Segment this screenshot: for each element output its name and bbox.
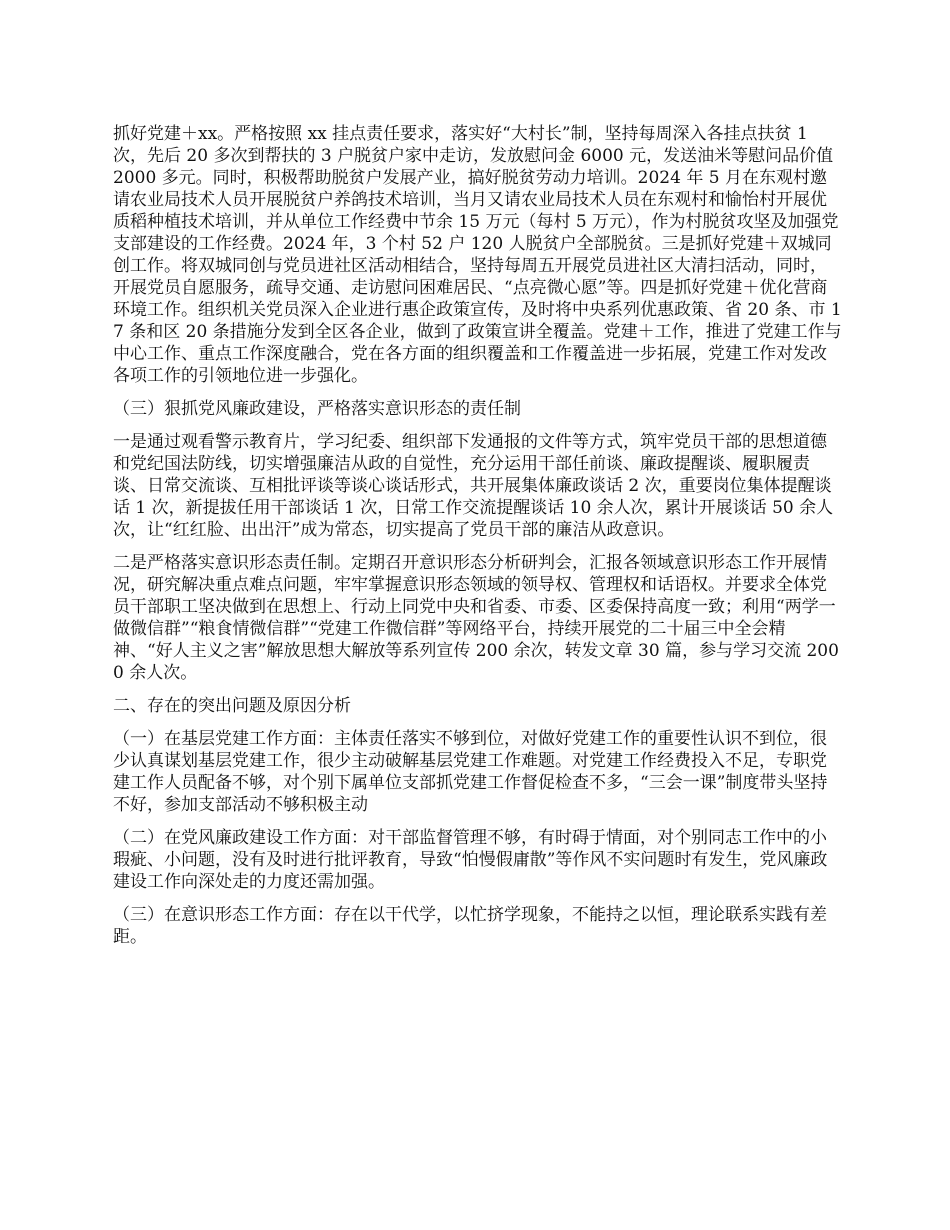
document-body [113,123,843,959]
paragraph-problem-grassroots: （一）在基层党建工作方面：主体责任落实不够到位，对做好党建工作的重要性认识不到位，很少认真谋划基层党建工作，很少主动破解基层党建工作难题。对党建工作经费投入不足，专职党建工作人员配备不够，对个别下属单位支部抓党建工作督促检查不多，“三会一课”制度带头坚持不好，参加支部活动不够积极主动 [113,729,828,815]
section-heading-integrity: （三）狠抓党风廉政建设，严格落实意识形态的责任制 [113,399,521,419]
paragraph-ideology-responsibility: 二是严格落实意识形态责任制。定期召开意识形态分析研判会，汇报各领域意识形态工作开展情况，研究解决重点难点问题，牢牢掌握意识形态领域的领导权、管理权和话语权。并要求全体党员干部职工坚决做到在思想上、行动上同党中央和省委、市委、区委保持高度一致；利用“两学一做微信群”“粮食情微信群”“党建工作微信群”等网络平台，持续开展党的二十届三中全会精神、“好人主义之害”解放思想大解放等系列宣传 200 余次，转发文章 30 篇，参与学习交流 2000 余人次。 [113,553,839,683]
paragraph-problem-ideology: （三）在意识形态工作方面：存在以干代学，以忙挤学现象，不能持之以恒，理论联系实践有差距。 [113,905,827,947]
paragraph-problem-integrity: （二）在党风廉政建设工作方面：对干部监督管理不够，有时碍于情面，对个别同志工作中的小瑕疵、小问题，没有及时进行批评教育，导致“怕慢假庸散”等作风不实问题时有发生，党风廉政建设工作向深处走的力度还需加强。 [113,828,828,892]
paragraph-integrity-talks: 一是通过观看警示教育片，学习纪委、组织部下发通报的文件等方式，筑牢党员干部的思想道德和党纪国法防线，切实增强廉洁从政的自觉性，充分运用干部任前谈、廉政提醒谈、履职履责谈、日常交流谈、互相批评谈等谈心谈话形式，共开展集体廉政谈话 2 次，重要岗位集体提醒谈话 1 次，新提拔任用干部谈话 1 次，日常工作交流提醒谈话 10 余人次，累计开展谈话 50 余人次，让“红红脸、出出汗”成为常态，切实提高了党员干部的廉洁从政意识。 [113,432,834,540]
paragraph-party-building-poverty: 抓好党建＋xx。严格按照 xx 挂点责任要求，落实好“大村长”制，坚持每周深入各挂点扶贫 1 次，先后 20 多次到帮扶的 3 户脱贫户家中走访，发放慰问金 6000 元，发送油米等慰问品价值 2000 多元。同时，积极帮助脱贫户发展产业，搞好脱贫劳动力培训。2024 年 5 月在东观村邀请农业局技术人员开展脱贫户养鸽技术培训，当月又请农业局技术人员在东观村和愉怡村开展优质稻种植技术培训，并从单位工作经费中节余 15 万元（每村 5 万元），作为村脱贫攻坚及加强党支部建设的工作经费。2024 年，3 个村 52 户 120 人脱贫户全部脱贫。三是抓好党建＋双城同创工作。将双城同创与党员进社区活动相结合，坚持每周五开展党员进社区大清扫活动，同时，开展党员自愿服务，疏导交通、走访慰问困难居民、“点亮微心愿”等。四是抓好党建＋优化营商环境工作。组织机关党员深入企业进行惠企政策宣传，及时将中央系列优惠政策、省 20 条、市 17 条和区 20 条措施分发到全区各企业，做到了政策宣讲全覆盖。党建＋工作，推进了党建工作与中心工作、重点工作深度融合，党在各方面的组织覆盖和工作覆盖进一步拓展，党建工作对发改各项工作的引领地位进一步强化。 [113,124,842,386]
section-heading-problems: 二、存在的突出问题及原因分析 [113,696,351,716]
